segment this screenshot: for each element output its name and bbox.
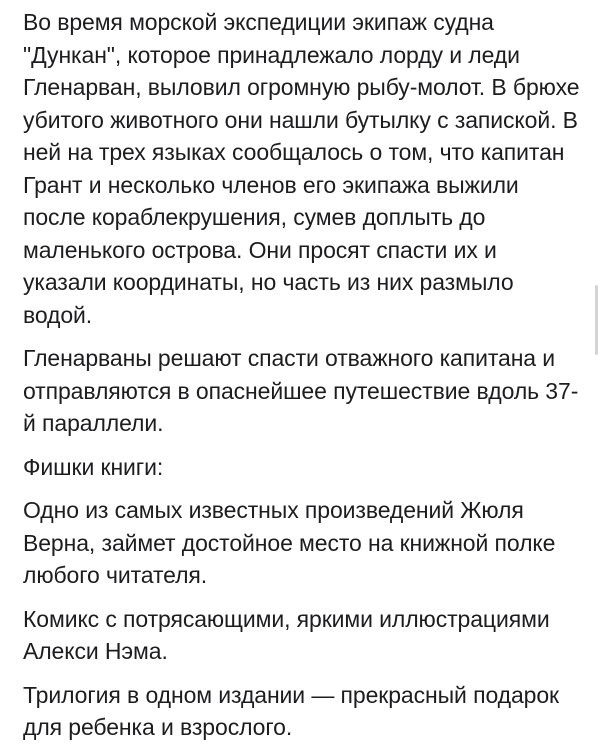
paragraph-features-heading: Фишки книги: bbox=[23, 453, 164, 480]
paragraph-feature-trilogy: Трилогия в одном издании — прекрасный подарок для ребенка и взрослого. bbox=[23, 681, 559, 740]
paragraph-plot-intro: Во время морской экспедиции экипаж судна "Дункан", которое принадлежало лорду и леди Гленарван, выловил огромную рыбу-молот. В брюхе убитого животного они нашли бутылку с запиской. В ней на трех языках сообщалось о том, что капитан Грант и несколько членов его экипажа выжили после кораблекрушения, сумев доплыть до маленького острова. Они просят спасти их и указали координаты, но часть из них размыло водой. bbox=[23, 9, 580, 328]
paragraph-feature-illustrations: Комикс с потрясающими, яркими иллюстрациями Алекси Нэма. bbox=[23, 605, 550, 664]
paragraph-feature-classic: Одно из самых известных произведений Жюля Верна, займет достойное место на книжной полке любого читателя. bbox=[23, 497, 556, 588]
paragraph-plot-journey: Гленарваны решают спасти отважного капитана и отправляются в опаснейшее путешествие вдоль 37-й параллели. bbox=[23, 345, 579, 436]
scrollbar-thumb[interactable] bbox=[595, 285, 598, 355]
